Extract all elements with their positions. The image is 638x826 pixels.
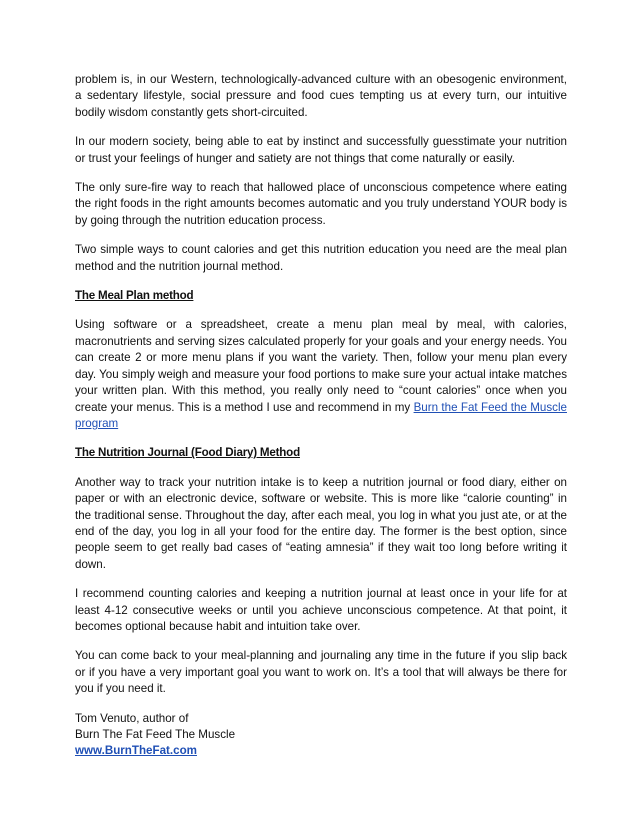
document-page — [75, 72, 567, 760]
website-link[interactable]: www.BurnTheFat.com — [75, 744, 197, 758]
heading-nutrition-journal-method: The Nutrition Journal (Food Diary) Method — [75, 446, 300, 460]
paragraph-sure-fire-way: The only sure-fire way to reach that hallowed place of unconscious competence where eating the right foods in the right amounts becomes automatic and you truly understand YOUR body is by going through the nutrition education process. — [75, 181, 567, 227]
paragraph-two-ways: Two simple ways to count calories and get this nutrition education you need are the meal plan method and the nutrition journal method. — [75, 243, 567, 273]
signature-website — [75, 743, 567, 759]
paragraph-meal-plan — [75, 317, 567, 432]
paragraph-come-back: You can come back to your meal-planning and journaling any time in the future if you slip back or if you have a very important goal you want to work on. It’s a tool that will always be there for you if you need it. — [75, 649, 567, 696]
paragraph-recommendation: I recommend counting calories and keeping a nutrition journal at least once in your life for at least 4-12 consecutive weeks or until you achieve unconscious competence. At that point, it becomes optional because habit and intuition take over. — [75, 587, 567, 633]
paragraph-nutrition-journal: Another way to track your nutrition intake is to keep a nutrition journal or food diary, either on paper or with an electronic device, software or website. This is more like “calorie counting” in the traditional sense. Throughout the day, after each meal, you log in what you just ate, or at the end of the day, you log in all your food for the entire day. The former is the best option, since people seem to get really bad cases of “eating amnesia” if they wait too long before writing it down. — [75, 475, 567, 571]
paragraph-modern-society: In our modern society, being able to eat by instinct and successfully guesstimate your nutrition or trust your feelings of hunger and satiety are not things that come naturally or easily. — [75, 135, 567, 165]
burn-the-fat-program-link[interactable]: Burn the Fat Feed the Muscle program — [75, 400, 567, 430]
signature-author: Tom Venuto, author of — [75, 711, 189, 725]
paragraph-intro-continuation: problem is, in our Western, technologically-advanced culture with an obesogenic environment, a sedentary lifestyle, social pressure and food cues tempting us at every turn, our intuitive bodily wisdom constantly gets short-circuited. — [75, 73, 567, 119]
paragraph-meal-plan-text: Using software or a spreadsheet, create a menu plan meal by meal, with calories, macronutrients and serving sizes calculated properly for your goals and your energy needs. You can create 2 or more menu plans if you want the variety. Then, follow your menu plan every day. You simply weigh and measure your food portions to make sure your actual intake matches your written plan. With this method, you really only need to “count calories” once when you create your menus. This is a method I use and recommend in my — [75, 318, 567, 414]
heading-meal-plan-method: The Meal Plan method — [75, 289, 194, 303]
signature-book-title: Burn The Fat Feed The Muscle — [75, 728, 236, 741]
